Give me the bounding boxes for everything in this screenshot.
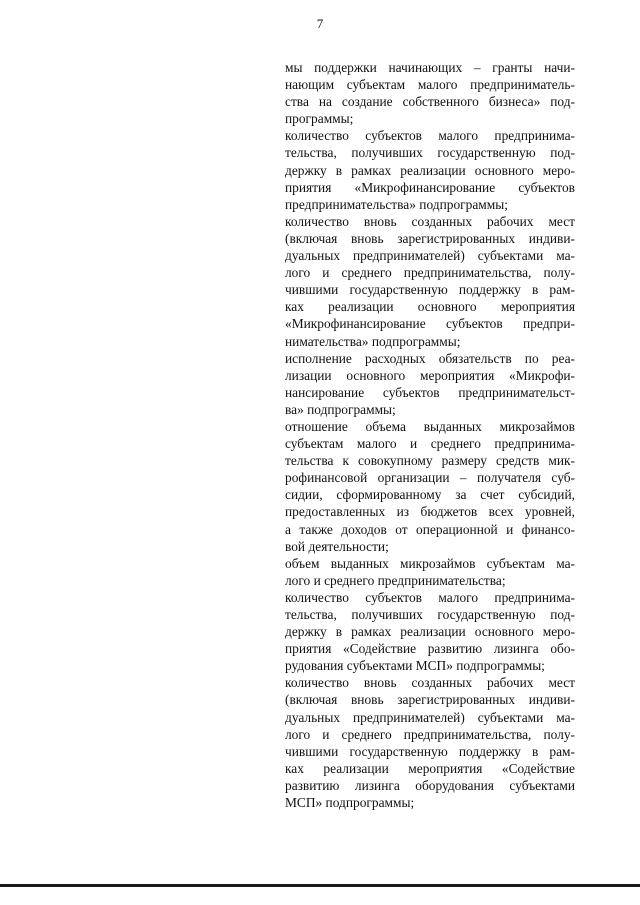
text-line: развитию лизинга оборудования субъектами xyxy=(285,777,575,793)
text-line: дуальных предпринимателей) субъектами ма- xyxy=(285,248,575,264)
paragraph xyxy=(285,350,575,418)
text-line: лизации основного мероприятия «Микрофи- xyxy=(285,367,575,383)
text-line: лого и среднего предпринимательства, полу- xyxy=(285,265,575,281)
text-line: исполнение расходных обязательств по реа- xyxy=(285,350,575,366)
text-line: (включая вновь зарегистрированных индиви- xyxy=(285,692,575,708)
text-line: тельства, получивших государственную под- xyxy=(285,145,575,161)
paragraph xyxy=(285,555,575,589)
text-line: рудования субъектами МСП» подпрограммы; xyxy=(285,658,545,674)
text-line: предпринимательства» подпрограммы; xyxy=(285,196,508,212)
text-line: лого и среднего предпринимательства, полу- xyxy=(285,726,575,742)
text-line: вой деятельности; xyxy=(285,538,389,554)
text-line: нансирование субъектов предпринимательст- xyxy=(285,384,575,400)
text-line: тельства, получивших государственную под- xyxy=(285,607,575,622)
text-line: держку в рамках реализации основного меро- xyxy=(285,162,575,178)
text-line: ва» подпрограммы; xyxy=(285,401,396,417)
text-line: ства на создание собственного бизнеса» под- xyxy=(285,94,575,110)
text-line: количество вновь созданных рабочих мест xyxy=(285,675,575,691)
text-line: нимательства» подпрограммы; xyxy=(285,333,461,349)
text-line: (включая вновь зарегистрированных индиви- xyxy=(285,230,575,246)
page-number: 7 xyxy=(316,16,324,31)
text-line: субъектам малого и среднего предпринима- xyxy=(285,436,575,452)
paragraph xyxy=(285,674,575,811)
paragraph xyxy=(285,59,575,127)
text-line: отношение объема выданных микрозаймов xyxy=(285,418,575,434)
text-line: «Микрофинансирование субъектов предпри- xyxy=(285,316,575,332)
text-line: объем выданных микрозаймов субъектам ма- xyxy=(285,555,575,571)
text-line: лого и среднего предпринимательства; xyxy=(285,572,506,588)
text-line: чившими государственную поддержку в рам- xyxy=(285,743,575,759)
paragraph xyxy=(285,213,575,350)
text-line: тельства к совокупному размеру средств мик- xyxy=(285,453,575,469)
text-line: количество вновь созданных рабочих мест xyxy=(285,213,575,229)
text-line: ках реализации мероприятия «Содействие xyxy=(285,760,575,776)
paragraph xyxy=(285,418,575,555)
text-line: рофинансовой организации – получателя суб- xyxy=(285,470,575,486)
text-line: мы поддержки начинающих – гранты начи- xyxy=(285,60,575,75)
text-line: количество субъектов малого предпринима- xyxy=(285,128,575,144)
text-line: дуальных предпринимателей) субъектами ма- xyxy=(285,709,575,725)
text-line: приятия «Микрофинансирование субъектов xyxy=(285,179,575,195)
text-line: МСП» подпрограммы; xyxy=(285,795,415,811)
text-line: нающим субъектам малого предприниматель- xyxy=(285,77,575,93)
text-line: программы; xyxy=(285,111,354,127)
document-body xyxy=(285,59,575,811)
text-line: сидии, сформированному за счет субсидий, xyxy=(285,487,575,503)
text-line: держку в рамках реализации основного меро- xyxy=(285,624,575,640)
text-line: а также доходов от операционной и финансо- xyxy=(285,521,575,537)
text-line: количество субъектов малого предпринима- xyxy=(285,589,575,605)
text-line: приятия «Содействие развитию лизинга обо- xyxy=(285,641,575,657)
paragraph xyxy=(285,127,575,212)
paragraph xyxy=(285,589,575,674)
text-line: ках реализации основного мероприятия xyxy=(285,299,575,315)
bottom-rule xyxy=(0,884,640,887)
text-line: чившими государственную поддержку в рам- xyxy=(285,282,575,298)
text-line: предоставленных из бюджетов всех уровней, xyxy=(285,504,575,520)
